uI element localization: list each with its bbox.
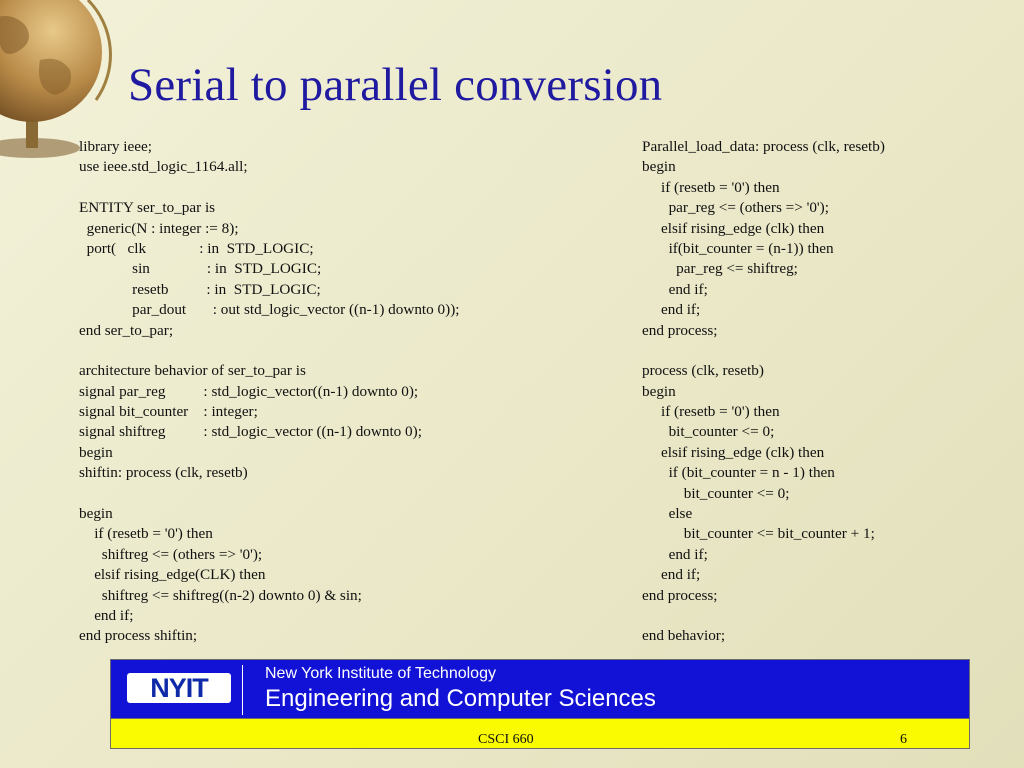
code-line: signal par_reg : std_logic_vector((n-1) downto 0); — [79, 382, 419, 400]
code-line: port( clk : in STD_LOGIC; — [79, 239, 314, 257]
code-line: generic(N : integer := 8); — [79, 219, 239, 237]
code-line: use ieee.std_logic_1164.all; — [79, 158, 248, 176]
code-line: end if; — [642, 545, 708, 563]
course-label: CSCI 660 — [478, 732, 534, 747]
code-line: begin — [79, 443, 113, 461]
code-line: elsif rising_edge (clk) then — [642, 219, 825, 237]
code-line: if (resetb = '0') then — [642, 178, 780, 196]
code-line: process (clk, resetb) — [642, 362, 764, 380]
code-line: bit_counter <= 0; — [642, 484, 790, 502]
code-line: end process; — [642, 321, 718, 339]
code-line: end process shiftin; — [79, 627, 198, 645]
code-line: architecture behavior of ser_to_par is — [79, 362, 306, 380]
banner-divider — [242, 665, 243, 715]
code-line: shiftreg <= (others => '0'); — [79, 545, 263, 563]
code-line: par_reg <= (others => '0'); — [642, 199, 829, 217]
code-line: resetb : in STD_LOGIC; — [79, 280, 321, 298]
code-line: begin — [79, 505, 113, 523]
code-line: shiftin: process (clk, resetb) — [79, 464, 248, 482]
logo-text: NYIT — [150, 672, 208, 703]
code-line: par_reg <= shiftreg; — [642, 260, 798, 278]
nyit-logo — [127, 673, 231, 703]
code-line: signal bit_counter : integer; — [79, 403, 258, 421]
code-line: shiftreg <= shiftreg((n-2) downto 0) & sin; — [79, 586, 362, 604]
code-line: end if; — [642, 301, 701, 319]
code-line: library ieee; — [79, 138, 152, 155]
code-line — [79, 484, 619, 504]
code-line: end if; — [642, 280, 708, 298]
code-line: par_dout : out std_logic_vector ((n-1) downto 0)); — [79, 301, 460, 319]
code-line: bit_counter <= 0; — [642, 423, 775, 441]
code-line: signal shiftreg : std_logic_vector ((n-1) downto 0); — [79, 423, 422, 441]
code-column-right — [642, 137, 1012, 647]
institution-banner — [110, 659, 970, 719]
code-line: end if; — [642, 566, 701, 584]
code-line: end behavior; — [642, 627, 726, 645]
department-name: Engineering and Computer Sciences — [265, 685, 656, 712]
code-line: if (resetb = '0') then — [642, 403, 780, 421]
code-line — [642, 341, 1012, 361]
code-line: sin : in STD_LOGIC; — [79, 260, 322, 278]
slide-footer — [110, 719, 970, 749]
institution-name: New York Institute of Technology — [265, 665, 496, 682]
code-column-left — [79, 137, 619, 647]
code-line: begin — [642, 158, 676, 176]
code-line: end if; — [79, 606, 134, 624]
code-line: else — [642, 505, 693, 523]
code-line: elsif rising_edge(CLK) then — [79, 566, 266, 584]
code-line — [642, 606, 1012, 626]
page-number: 6 — [900, 732, 907, 747]
code-line: if (bit_counter = n - 1) then — [642, 464, 835, 482]
code-line: elsif rising_edge (clk) then — [642, 443, 825, 461]
code-line: if (resetb = '0') then — [79, 525, 213, 543]
code-line: if(bit_counter = (n-1)) then — [642, 239, 834, 257]
slide-title: Serial to parallel conversion — [128, 59, 663, 111]
code-line: bit_counter <= bit_counter + 1; — [642, 525, 875, 543]
code-line: Parallel_load_data: process (clk, resetb) — [642, 138, 885, 155]
code-line: ENTITY ser_to_par is — [79, 199, 216, 217]
code-line — [79, 341, 619, 361]
code-line — [79, 178, 619, 198]
code-line: end ser_to_par; — [79, 321, 174, 339]
code-line: end process; — [642, 586, 718, 604]
code-line: begin — [642, 382, 676, 400]
